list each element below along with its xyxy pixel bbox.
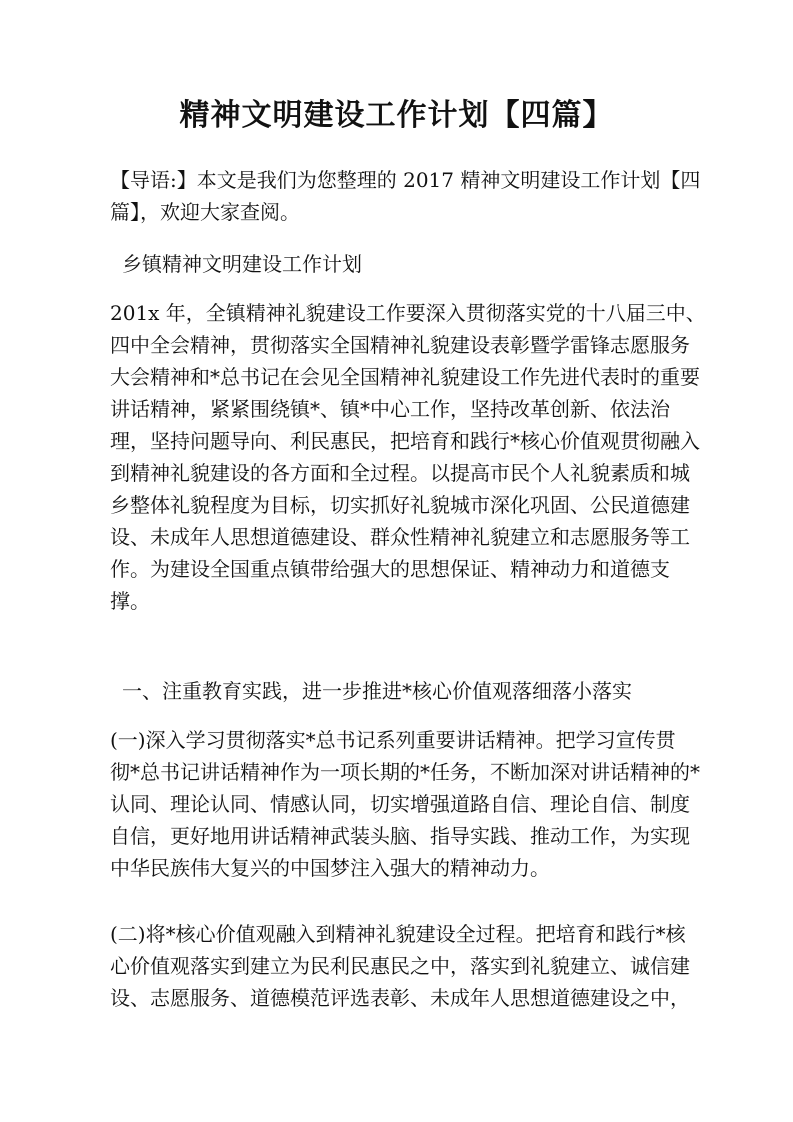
body-line: 四中全会精神，贯彻落实全国精神礼貌建设表彰暨学雷锋志愿服务 — [110, 333, 690, 357]
item-1-line: (一)深入学习贯彻落实*总书记系列重要讲话精神。把学习宣传贯 — [110, 728, 676, 752]
body-paragraph — [110, 297, 706, 617]
body-line: 撑。 — [110, 589, 150, 613]
item-1-line: 中华民族伟大复兴的中国梦注入强大的精神动力。 — [110, 856, 550, 880]
item-1-line: 彻*总书记讲话精神作为一项长期的*任务，不断加深对讲话精神的* — [110, 760, 700, 784]
body-line: 到精神礼貌建设的各方面和全过程。以提高市民个人礼貌素质和城 — [110, 461, 690, 485]
intro-line: 【导语:】本文是我们为您整理的 2017 精神文明建设工作计划【四 — [110, 168, 701, 192]
body-line: 大会精神和*总书记在会见全国精神礼貌建设工作先进代表时的重要 — [110, 365, 700, 389]
item-1-paragraph — [110, 724, 700, 884]
item-1-line: 自信，更好地用讲话精神武装头脑、指导实践、推动工作，为实现 — [110, 824, 690, 848]
item-2-line: 心价值观落实到建立为民利民惠民之中，落实到礼貌建立、诚信建 — [110, 954, 690, 978]
item-1-line: 认同、理论认同、情感认同，切实增强道路自信、理论自信、制度 — [110, 792, 690, 816]
body-line: 作。为建设全国重点镇带给强大的思想保证、精神动力和道德支 — [110, 557, 670, 581]
body-line: 设、未成年人思想道德建设、群众性精神礼貌建立和志愿服务等工 — [110, 525, 690, 549]
body-line: 理，坚持问题导向、利民惠民，把培育和践行*核心价值观贯彻融入 — [110, 429, 700, 453]
item-2-line: (二)将*核心价值观融入到精神礼貌建设全过程。把培育和践行*核 — [110, 922, 686, 946]
heading-1 — [110, 675, 690, 707]
heading-1-text: 一、注重教育实践，进一步推进*核心价值观落细落小落实 — [122, 679, 632, 703]
section-title-text: 乡镇精神文明建设工作计划 — [122, 252, 362, 276]
section-title — [110, 248, 690, 280]
item-2-line: 设、志愿服务、道德模范评选表彰、未成年人思想道德建设之中， — [110, 986, 690, 1010]
body-line: 讲话精神，紧紧围绕镇*、镇*中心工作，坚持改革创新、依法治 — [110, 397, 670, 421]
item-2-paragraph — [110, 918, 690, 1014]
intro-line: 篇】，欢迎大家查阅。 — [110, 200, 300, 224]
body-line: 201x 年，全镇精神礼貌建设工作要深入贯彻落实党的十八届三中、 — [110, 301, 706, 325]
intro-paragraph — [110, 164, 701, 228]
body-line: 乡整体礼貌程度为目标，切实抓好礼貌城市深化巩固、公民道德建 — [110, 493, 690, 517]
document-title: 精神文明建设工作计划【四篇】 — [179, 98, 614, 133]
